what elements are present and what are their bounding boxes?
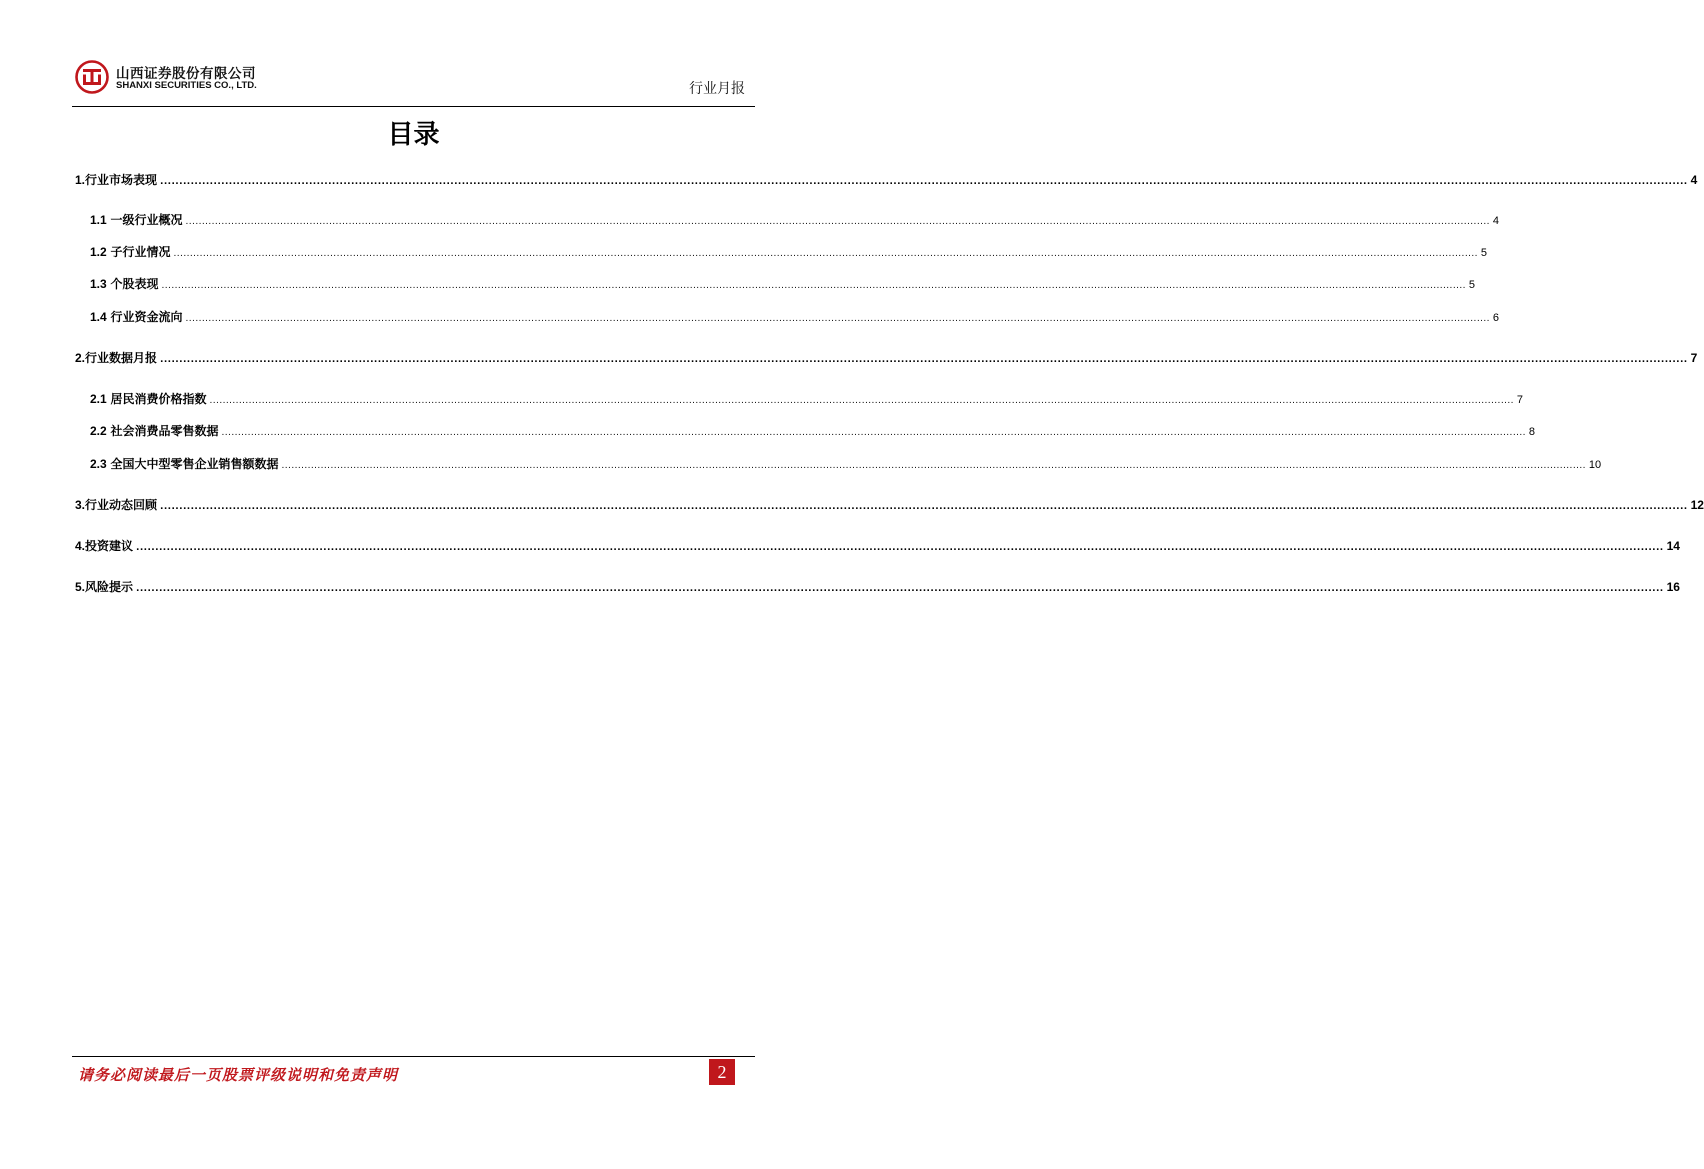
toc-entry-page: 5 — [1468, 279, 1475, 291]
page-number-badge: 2 — [709, 1059, 735, 1085]
toc-entry-number: 2.3 — [90, 457, 107, 471]
toc-entry-page: 7 — [1690, 351, 1698, 365]
toc-leader-dots: ................................................................................................................................................................................................................................................................................................................................................................................................................ — [161, 281, 1466, 291]
footer-divider — [72, 1056, 755, 1057]
company-name-en: SHANXI SECURITIES CO., LTD. — [116, 80, 257, 91]
toc-leader-dots: ................................................................................................................................................................................................................................................................................................................................................................................................................ — [209, 396, 1514, 406]
toc-entry-number: 2.1 — [90, 392, 107, 406]
toc-entry-number: 1.4 — [90, 310, 107, 324]
toc-entry-number: 1.3 — [90, 277, 107, 291]
toc-leader-dots: ................................................................................................................................................................................................................................................................................................................................................................................................................ — [160, 355, 1688, 365]
toc-entry[interactable] — [75, 496, 1704, 513]
toc-leader-dots: ................................................................................................................................................................................................................................................................................................................................................................................................................ — [160, 502, 1688, 512]
toc-leader-dots: ................................................................................................................................................................................................................................................................................................................................................................................................................ — [136, 584, 1664, 594]
toc-leader-dots: ................................................................................................................................................................................................................................................................................................................................................................................................................ — [185, 217, 1490, 227]
toc-title: 目录 — [387, 120, 440, 150]
toc-entry-label: 一级行业概况 — [110, 213, 183, 227]
toc-entry-number: 2.2 — [90, 424, 107, 438]
toc-entry-number: 1.1 — [90, 213, 107, 227]
toc-entry[interactable] — [75, 578, 1680, 595]
toc-leader-dots: ................................................................................................................................................................................................................................................................................................................................................................................................................ — [173, 249, 1478, 259]
toc-entry[interactable] — [75, 390, 1523, 407]
toc-entry[interactable] — [75, 243, 1487, 260]
company-name-cn: 山西证券股份有限公司 — [116, 66, 256, 82]
toc-entry-label: 全国大中型零售企业销售额数据 — [110, 457, 279, 471]
toc-entry-page: 4 — [1492, 215, 1499, 227]
toc-entry-number: 5. — [75, 580, 86, 594]
toc-entry-label: 社会消费品零售数据 — [110, 424, 219, 438]
toc-entry-number: 3. — [75, 498, 86, 512]
document-type: 行业月报 — [689, 81, 745, 97]
toc-leader-dots: ................................................................................................................................................................................................................................................................................................................................................................................................................ — [160, 177, 1688, 187]
toc-entry-label: 行业资金流向 — [110, 310, 183, 324]
toc-entry-page: 12 — [1690, 498, 1704, 512]
toc-entry-label: 居民消费价格指数 — [110, 392, 207, 406]
toc-entry-page: 5 — [1480, 247, 1487, 259]
toc-entry-number: 1. — [75, 173, 86, 187]
toc-entry-number: 2. — [75, 351, 86, 365]
toc-entry-page: 14 — [1666, 539, 1680, 553]
toc-entry-label: 投资建议 — [85, 539, 134, 553]
toc-entry-page: 10 — [1588, 459, 1602, 471]
toc-entry-page: 6 — [1492, 312, 1499, 324]
toc-leader-dots: ................................................................................................................................................................................................................................................................................................................................................................................................................ — [221, 428, 1526, 438]
toc-leader-dots: ................................................................................................................................................................................................................................................................................................................................................................................................................ — [136, 543, 1664, 553]
toc-entry-label: 子行业情况 — [110, 245, 171, 259]
toc-entry[interactable] — [75, 308, 1499, 325]
toc-entry[interactable] — [75, 211, 1499, 228]
header-divider — [72, 106, 755, 107]
toc-entry[interactable] — [75, 275, 1475, 292]
toc-entry[interactable] — [75, 422, 1535, 439]
toc-entry-label: 行业动态回顾 — [85, 498, 158, 512]
toc-entry-number: 4. — [75, 539, 86, 553]
toc-entry-label: 个股表现 — [110, 277, 159, 291]
toc-entry-label: 行业数据月报 — [85, 351, 158, 365]
toc-entry-label: 风险提示 — [85, 580, 134, 594]
toc-entry-page: 7 — [1516, 394, 1523, 406]
toc-entry-number: 1.2 — [90, 245, 107, 259]
toc-leader-dots: ................................................................................................................................................................................................................................................................................................................................................................................................................ — [281, 461, 1586, 471]
shanxi-securities-logo-icon — [75, 60, 109, 94]
toc-leader-dots: ................................................................................................................................................................................................................................................................................................................................................................................................................ — [185, 314, 1490, 324]
toc-entry[interactable] — [75, 349, 1698, 366]
toc-entry-page: 4 — [1690, 173, 1698, 187]
toc-entry-page: 16 — [1666, 580, 1680, 594]
toc-entry[interactable] — [75, 455, 1602, 472]
toc-entry[interactable] — [75, 171, 1698, 188]
toc-entry[interactable] — [75, 537, 1680, 554]
footer-disclaimer: 请务必阅读最后一页股票评级说明和免责声明 — [78, 1066, 399, 1084]
toc-entry-page: 8 — [1528, 426, 1535, 438]
toc-entry-label: 行业市场表现 — [85, 173, 158, 187]
